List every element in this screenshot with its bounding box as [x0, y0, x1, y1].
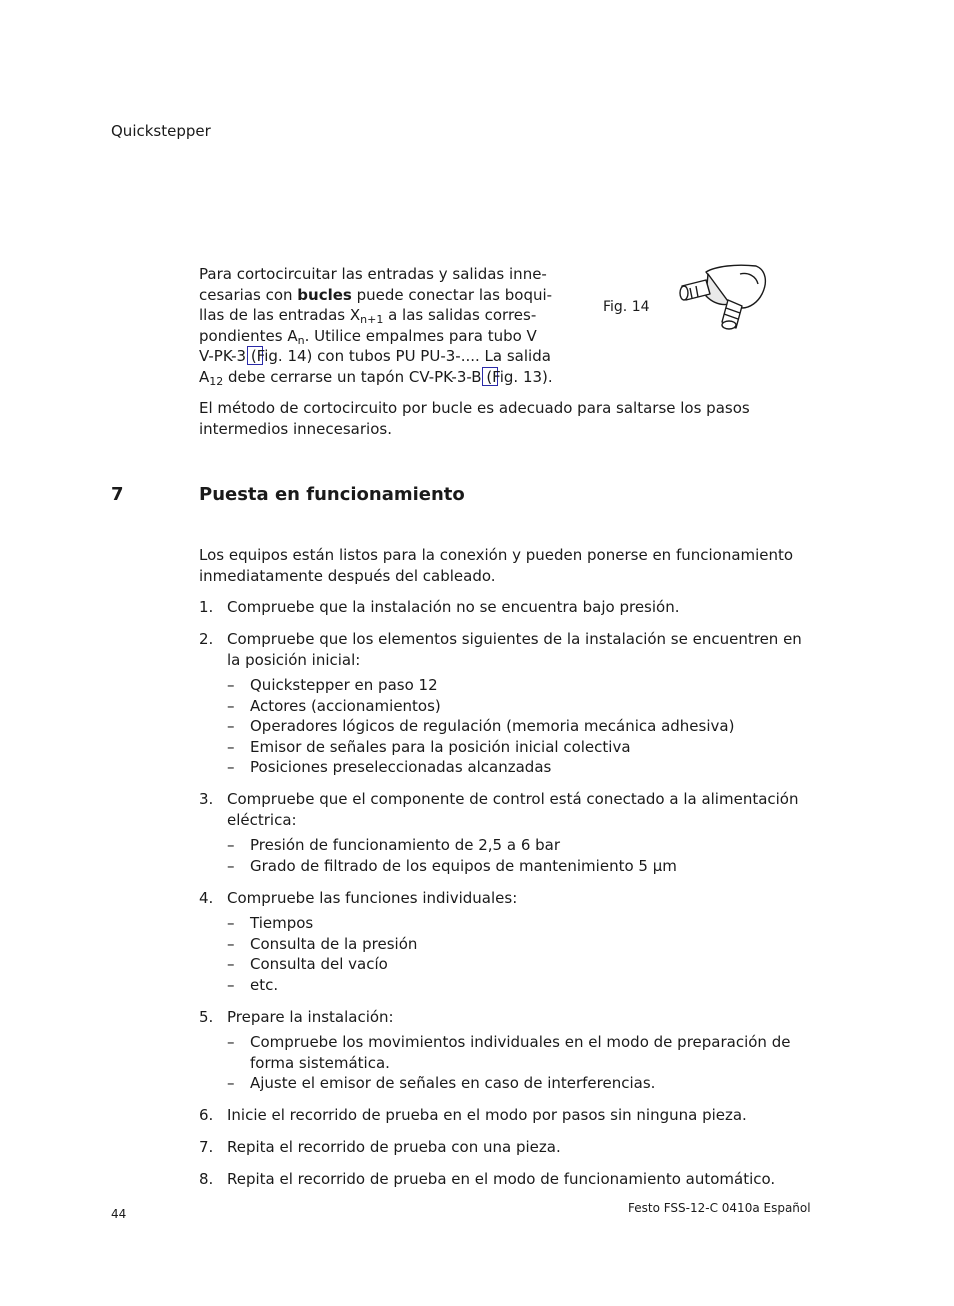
section-number: 7 — [111, 484, 124, 505]
sub-item — [227, 737, 809, 758]
sub-item — [227, 675, 809, 696]
sub-list — [227, 1032, 809, 1094]
commissioning-steps-list — [199, 597, 809, 1201]
elbow-tube-fitting-icon — [676, 262, 768, 334]
sub-item — [227, 934, 809, 955]
intro-line-1: Para cortocircuitar las entradas y salidas inne- — [199, 265, 547, 283]
sub-item — [227, 1073, 809, 1094]
page-number: 44 — [111, 1207, 127, 1221]
dash-bullet: – — [227, 934, 235, 953]
sub-item-text: Presión de funcionamiento de 2,5 a 6 bar — [250, 836, 561, 854]
sub-item — [227, 696, 809, 717]
dash-bullet: – — [227, 856, 235, 875]
dash-bullet: – — [227, 914, 235, 932]
dash-bullet: – — [227, 737, 235, 756]
sub-list — [227, 835, 809, 876]
intro-text: llas de las entradas X — [199, 306, 361, 324]
step-item — [199, 1007, 809, 1094]
step-text: Compruebe que el componente de control está conectado a la alimentación eléctrica: — [227, 790, 799, 829]
step-text: Repita el recorrido de prueba con una pieza. — [227, 1138, 561, 1156]
intro-line-4 — [199, 326, 559, 347]
sub-item — [227, 975, 809, 996]
intro-text: (Fig. 13). — [486, 367, 553, 386]
intro-line-6 — [199, 367, 559, 388]
subscript: n — [297, 333, 305, 347]
intro-text: puede conectar las boqui- — [351, 285, 553, 304]
step-item — [199, 1105, 809, 1126]
sub-item — [227, 1032, 809, 1073]
step-item — [199, 597, 809, 618]
intro-text: (Fig. 14) con tubos PU PU-3-.... La salida — [250, 347, 551, 365]
bold-term-bucles: bucles — [297, 285, 352, 304]
section-title: Puesta en funcionamiento — [199, 484, 465, 505]
sub-item-text: Posiciones preseleccionadas alcanzadas — [250, 758, 552, 776]
intro-text: debe cerrarse un tapón CV-PK-3-B — [223, 367, 487, 386]
dash-bullet: – — [227, 975, 235, 994]
dash-bullet: – — [227, 1074, 235, 1092]
intro-text: . Utilice empalmes para tubo V — [304, 326, 537, 345]
step-number: 6. — [199, 1106, 214, 1124]
sub-item — [227, 954, 809, 975]
dash-bullet: – — [227, 955, 235, 973]
subscript: n+1 — [360, 313, 384, 326]
section-intro-paragraph: Los equipos están listos para la conexión y pueden ponerse en funcionamiento inmediatamente después del cableado. — [199, 546, 794, 585]
step-text: Inicie el recorrido de prueba en el modo por pasos sin ninguna pieza. — [227, 1106, 747, 1124]
sub-item-text: Operadores lógicos de regulación (memoria mecánica adhesiva) — [250, 717, 735, 735]
sub-item-text: Emisor de señales para la posición inicial colectiva — [250, 737, 631, 756]
step-item — [199, 1169, 809, 1190]
sub-item — [227, 716, 809, 737]
sub-list — [227, 675, 809, 778]
intro-text: a las salidas corres- — [383, 306, 537, 324]
dash-bullet: – — [227, 1033, 235, 1051]
sub-item-text: Grado de filtrado de los equipos de mantenimiento 5 µm — [250, 856, 677, 875]
dash-bullet: – — [227, 758, 235, 776]
step-number: 1. — [199, 598, 214, 616]
intro-paragraph — [199, 264, 559, 387]
dash-bullet: – — [227, 836, 235, 854]
sub-item — [227, 835, 809, 856]
intro-text: pondientes A — [199, 326, 298, 345]
step-text: Repita el recorrido de prueba en el modo de funcionamiento automático. — [227, 1170, 776, 1188]
document-footer: Festo FSS-12-C 0410a Español — [628, 1201, 811, 1215]
step-text: Prepare la instalación: — [227, 1007, 394, 1026]
sub-item — [227, 757, 809, 778]
intro-line-3 — [199, 305, 559, 326]
step-item — [199, 1137, 809, 1158]
step-text: Compruebe que los elementos siguientes de la instalación se encuentren en la posición inicial: — [227, 630, 802, 669]
sub-item-text: Compruebe los movimientos individuales en el modo de preparación de forma sistemática. — [250, 1033, 791, 1072]
step-item — [199, 789, 809, 876]
intro-line-2 — [199, 285, 559, 306]
figure-label: Fig. 14 — [603, 299, 650, 315]
sub-item-text: Actores (accionamientos) — [250, 696, 441, 715]
dash-bullet: – — [227, 676, 235, 694]
sub-item-text: Consulta del vacío — [250, 955, 388, 973]
subscript: 12 — [209, 374, 224, 388]
step-text: Compruebe que la instalación no se encuentra bajo presión. — [227, 598, 680, 616]
intro-text: V-PK-3 — [199, 347, 251, 365]
intro-line-5 — [199, 346, 559, 367]
step-number: 7. — [199, 1138, 214, 1156]
step-number: 2. — [199, 630, 214, 648]
step-item — [199, 888, 809, 996]
step-number: 5. — [199, 1007, 214, 1026]
running-header: Quickstepper — [111, 122, 211, 140]
intro-text: A — [199, 367, 210, 386]
sub-item — [227, 913, 809, 934]
sub-item-text: Consulta de la presión — [250, 934, 418, 953]
step-text: Compruebe las funciones individuales: — [227, 888, 518, 907]
step-number: 3. — [199, 790, 214, 808]
sub-item-text: Ajuste el emisor de señales en caso de interferencias. — [250, 1074, 656, 1092]
sub-list — [227, 913, 809, 995]
dash-bullet: – — [227, 717, 235, 735]
sub-item — [227, 856, 809, 877]
sub-item-text: Quickstepper en paso 12 — [250, 676, 438, 694]
loop-method-paragraph: El método de cortocircuito por bucle es adecuado para saltarse los pasos intermedios innecesarios. — [199, 399, 750, 438]
sub-item-text: Tiempos — [250, 914, 314, 932]
step-number: 4. — [199, 888, 214, 907]
dash-bullet: – — [227, 696, 235, 715]
sub-item-text: etc. — [250, 975, 279, 994]
step-item — [199, 629, 809, 778]
step-number: 8. — [199, 1170, 214, 1188]
intro-text: cesarias con — [199, 285, 298, 304]
